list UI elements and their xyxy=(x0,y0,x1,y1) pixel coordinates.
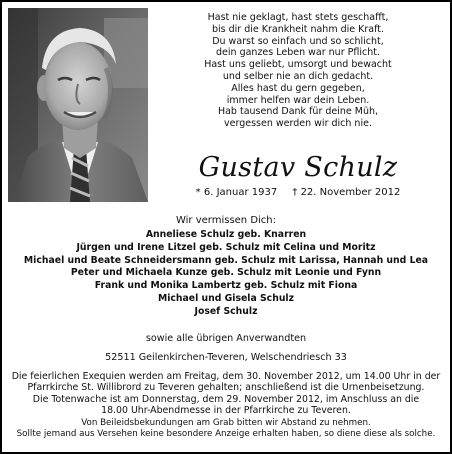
address: 52511 Geilenkirchen-Teveren, Welschendriesch 33 xyxy=(105,352,347,363)
family-line: Frank und Monika Lambertz geb. Schulz mit Fiona xyxy=(94,280,358,292)
family-line: Michael und Gisela Schulz xyxy=(157,292,295,304)
portrait-photo xyxy=(8,8,148,202)
portrait-image xyxy=(8,8,148,202)
family-line: Michael und Beate Schneidersmann geb. Schulz mit Larissa, Hannah und Lea xyxy=(23,254,429,266)
poem xyxy=(152,12,444,130)
service-notes xyxy=(4,371,448,416)
other-relatives: sowie alle übrigen Anverwandten xyxy=(145,333,307,344)
poem-line: Hast nie geklagt, hast stets geschafft, xyxy=(207,12,389,23)
family-line: Peter und Michaela Kunze geb. Schulz mit Leonie und Fynn xyxy=(70,267,382,279)
family-list xyxy=(4,229,448,319)
poem-line: und selber nie an dich gedacht. xyxy=(222,70,374,82)
family-line: Jürgen und Irene Litzel geb. Schulz mit Celina und Moritz xyxy=(76,241,376,253)
closing-notes xyxy=(4,418,448,441)
family-line: Josef Schulz xyxy=(194,305,258,317)
family-line: Anneliese Schulz geb. Knarren xyxy=(145,229,307,240)
poem-line: bis dir die Krankheit nahm die Kraft. xyxy=(211,23,385,35)
note-line: Pfarrkirche St. Willibrord zu Teveren gehalten; anschließend ist die Urnenbeisetzung. xyxy=(27,382,425,394)
note-line: Die feierlichen Exequien werden am Freitag, dem 30. November 2012, um 14.00 Uhr in der xyxy=(11,371,441,382)
poem-line: Alles hast du gern gegeben, xyxy=(231,82,365,94)
poem-line: immer helfen war dein Leben. xyxy=(226,94,370,106)
intro-text: Wir vermissen Dich: xyxy=(175,215,277,226)
deceased-name: Gustav Schulz xyxy=(198,152,398,183)
poem-line: Du warst so einfach und so schlicht, xyxy=(212,35,384,47)
poem-line: vergessen werden wir dich nie. xyxy=(224,118,372,130)
note-line: 18.00 Uhr-Abendmesse in der Pfarrkirche zu Teveren. xyxy=(101,404,351,416)
note-line: Die Totenwache ist am Donnerstag, dem 29. November 2012, im Anschluss an die xyxy=(32,393,420,405)
poem-line: Hast uns geliebt, umsorgt und bewacht xyxy=(204,59,392,71)
birth-date: * 6. Januar 1937 xyxy=(195,187,278,198)
note-line: Sollte jemand aus Versehen keine besondere Anzeige erhalten haben, so diene diese als solche. xyxy=(16,429,436,440)
poem-line: dein ganzes Leben war nur Pflicht. xyxy=(216,47,380,59)
note-line: Von Beileidsbekundungen am Grab bitten wir Abstand zu nehmen. xyxy=(81,418,371,428)
death-date: † 22. November 2012 xyxy=(292,187,401,198)
poem-line: Hab tausend Dank für deine Müh, xyxy=(217,106,379,118)
life-dates xyxy=(152,187,444,199)
